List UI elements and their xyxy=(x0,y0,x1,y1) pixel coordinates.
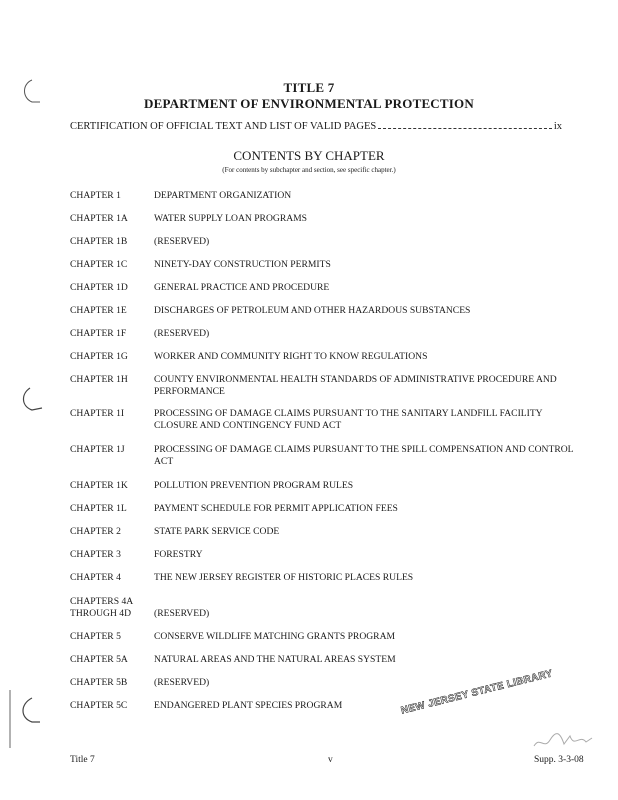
chapter-title: NINETY-DAY CONSTRUCTION PERMITS xyxy=(154,259,331,270)
chapter-title: CONSERVE WILDLIFE MATCHING GRANTS PROGRAM xyxy=(154,631,396,642)
contents-heading xyxy=(0,148,618,174)
chapter-title: (RESERVED) xyxy=(154,328,210,339)
title-line-2: DEPARTMENT OF ENVIRONMENTAL PROTECTION xyxy=(144,96,474,111)
chapter-title: ENDANGERED PLANT SPECIES PROGRAM xyxy=(154,700,343,711)
punch-hole-mark xyxy=(18,386,44,416)
chapter-title: COUNTY ENVIRONMENTAL HEALTH STANDARDS OF ADMINISTRATIVE PROCEDURE AND PERFORMANCE xyxy=(154,374,557,397)
chapter-title: NATURAL AREAS AND THE NATURAL AREAS SYSTEM xyxy=(154,654,396,665)
chapter-number: CHAPTER 5B xyxy=(70,677,128,688)
certification-label: CERTIFICATION OF OFFICIAL TEXT AND LIST OF VALID PAGES xyxy=(70,121,377,132)
chapter-title: POLLUTION PREVENTION PROGRAM RULES xyxy=(154,480,354,491)
chapter-number: CHAPTER 1F xyxy=(70,328,127,339)
title-line-1: TITLE 7 xyxy=(283,80,335,95)
footer-supplement: Supp. 3-3-08 xyxy=(534,755,584,765)
contents-title: CONTENTS BY CHAPTER xyxy=(233,148,385,163)
chapter-number: CHAPTER 1E xyxy=(70,305,127,316)
chapter-number: CHAPTER 1J xyxy=(70,444,125,455)
chapter-number: CHAPTER 3 xyxy=(70,549,121,560)
chapter-title: (RESERVED) xyxy=(154,677,210,688)
chapter-number: CHAPTER 1L xyxy=(70,503,127,514)
chapter-title: FORESTRY xyxy=(154,549,203,560)
chapter-title: GENERAL PRACTICE AND PROCEDURE xyxy=(154,282,330,293)
chapter-title: PROCESSING OF DAMAGE CLAIMS PURSUANT TO THE SANITARY LANDFILL FACILITY CLOSURE AND CONTINGENCY FUND ACT xyxy=(154,408,543,431)
chapter-title: DISCHARGES OF PETROLEUM AND OTHER HAZARDOUS SUBSTANCES xyxy=(154,305,471,316)
footer-title: Title 7 xyxy=(70,755,95,765)
certification-line xyxy=(70,121,562,132)
document-header xyxy=(0,80,618,112)
chapter-number: CHAPTER 1I xyxy=(70,408,125,419)
chapter-title: WATER SUPPLY LOAN PROGRAMS xyxy=(154,213,308,224)
chapter-number: CHAPTER 5 xyxy=(70,631,121,642)
chapter-title: PAYMENT SCHEDULE FOR PERMIT APPLICATION FEES xyxy=(154,503,398,514)
chapter-number: CHAPTER 5C xyxy=(70,700,128,711)
chapter-number: CHAPTER 1H xyxy=(70,374,128,385)
handwritten-mark xyxy=(530,728,600,756)
footer-page-number: v xyxy=(328,755,333,765)
library-stamp: NEW JERSEY STATE LIBRARY xyxy=(400,668,554,717)
chapter-title: (RESERVED) xyxy=(154,608,210,619)
certification-page: ix xyxy=(553,121,562,132)
chapter-number: CHAPTER 1B xyxy=(70,236,128,247)
chapter-number: CHAPTERS 4A THROUGH 4D xyxy=(70,596,133,619)
chapter-title: THE NEW JERSEY REGISTER OF HISTORIC PLACES RULES xyxy=(154,572,414,583)
chapter-number: CHAPTER 1C xyxy=(70,259,128,270)
chapter-title: DEPARTMENT ORGANIZATION xyxy=(154,190,292,201)
chapter-title: STATE PARK SERVICE CODE xyxy=(154,526,280,537)
chapter-title: WORKER AND COMMUNITY RIGHT TO KNOW REGULATIONS xyxy=(154,351,428,362)
contents-note: (For contents by subchapter and section, see specific chapter.) xyxy=(222,166,396,174)
chapter-number: CHAPTER 4 xyxy=(70,572,121,583)
chapter-title: (RESERVED) xyxy=(154,236,210,247)
dot-leader xyxy=(378,128,552,129)
chapter-number: CHAPTER 1A xyxy=(70,213,128,224)
punch-hole-mark xyxy=(6,690,46,750)
chapter-number: CHAPTER 2 xyxy=(70,526,121,537)
chapter-number: CHAPTER 1G xyxy=(70,351,128,362)
chapter-title: PROCESSING OF DAMAGE CLAIMS PURSUANT TO THE SPILL COMPENSATION AND CONTROL ACT xyxy=(154,444,574,467)
chapter-number: CHAPTER 1K xyxy=(70,480,128,491)
chapter-number: CHAPTER 1 xyxy=(70,190,121,201)
chapter-number: CHAPTER 1D xyxy=(70,282,128,293)
chapter-number: CHAPTER 5A xyxy=(70,654,128,665)
